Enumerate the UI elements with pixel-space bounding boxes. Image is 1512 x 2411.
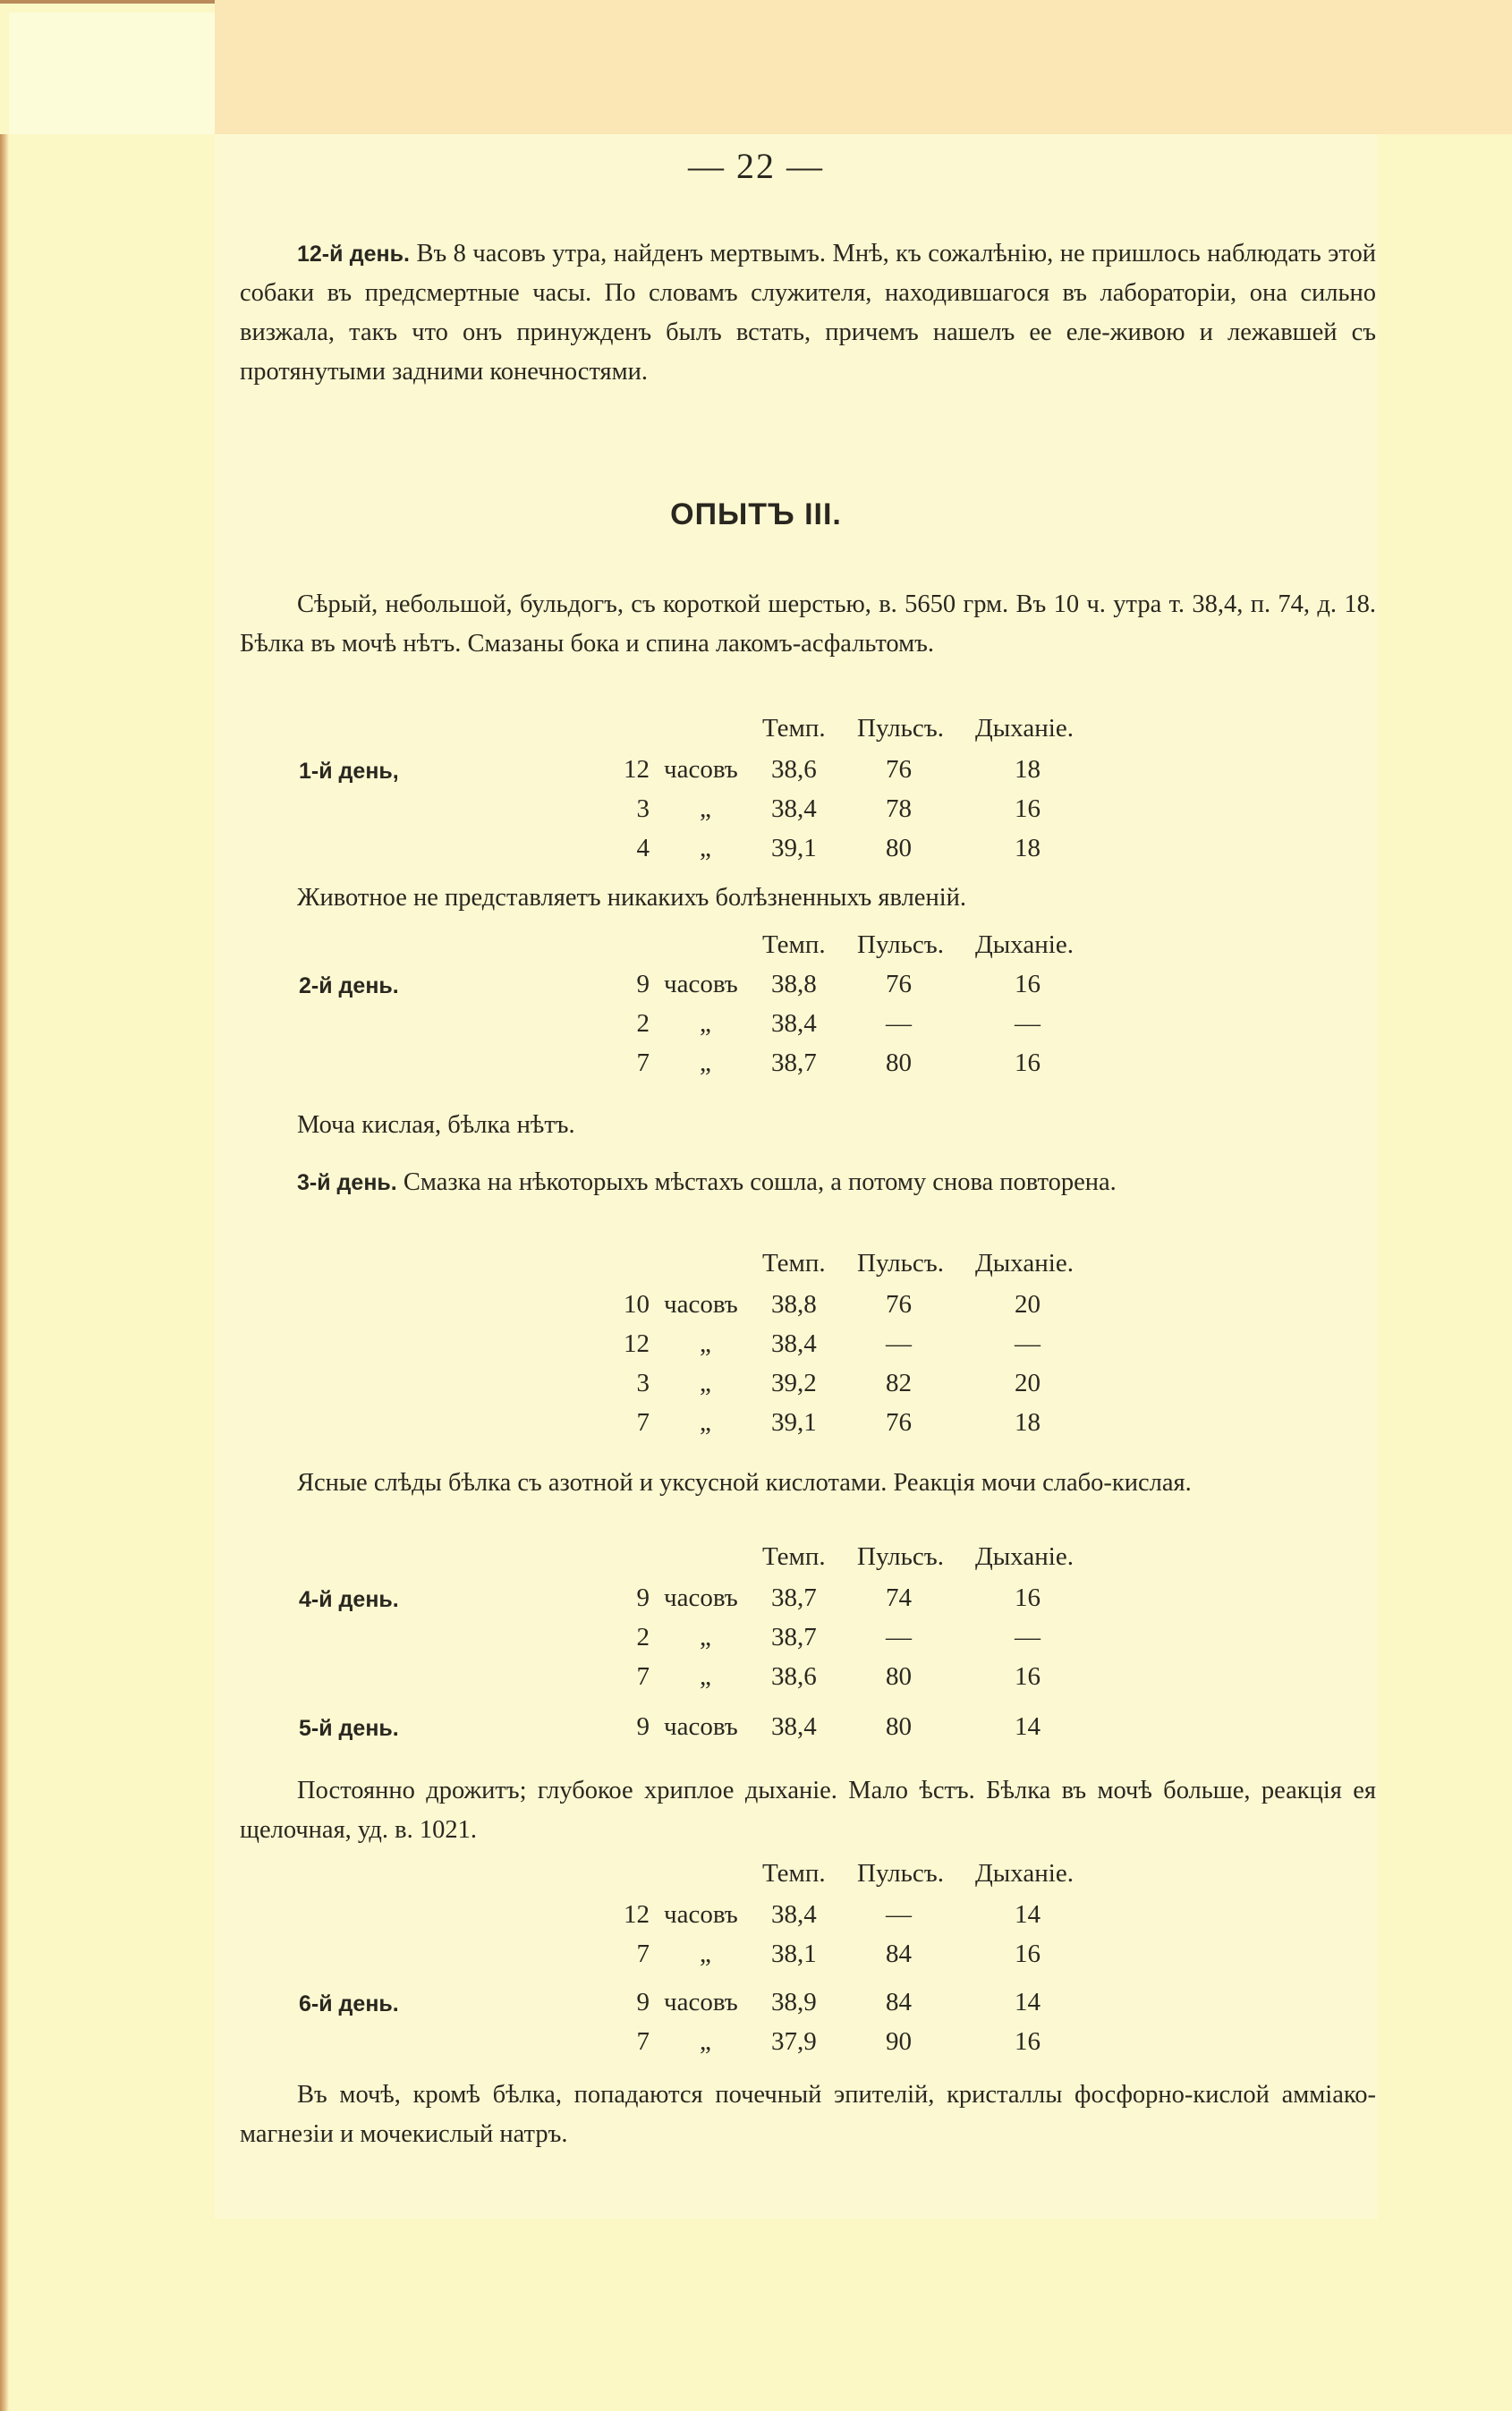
cell-hour: 7 (636, 1408, 650, 1437)
cell-temp: 38,4 (771, 1329, 817, 1358)
cell-temp: 38,4 (771, 1712, 817, 1741)
cell-hour: 9 (636, 970, 650, 998)
cell-breath: 16 (1015, 2027, 1041, 2056)
cell-unit: часовъ (664, 1290, 738, 1319)
cell-pulse: — (886, 1329, 912, 1358)
cell-breath: 16 (1015, 1940, 1041, 1968)
cell-pulse: — (886, 1009, 912, 1038)
cell-temp: 38,6 (771, 1662, 817, 1691)
cell-hour: 9 (636, 1988, 650, 2016)
cell-hour: 7 (636, 1940, 650, 1968)
cell-unit: „ (700, 1408, 711, 1437)
cell-unit: часовъ (664, 1988, 738, 2016)
cell-hour: 2 (636, 1623, 650, 1651)
cell-breath: — (1015, 1009, 1041, 1038)
cell-hour: 7 (636, 2027, 650, 2056)
cell-hour: 12 (624, 755, 650, 784)
cell-breath: 16 (1015, 970, 1041, 998)
cell-temp: 39,1 (771, 834, 817, 862)
cell-hour: 7 (636, 1048, 650, 1077)
cell-pulse: 76 (886, 1408, 912, 1437)
paragraph-text: Смазка на нѣкоторыхъ мѣстахъ сошла, а потому снова повторена. (403, 1168, 1117, 1196)
cell-pulse: 78 (886, 794, 912, 823)
day-label: 12-й день. (297, 242, 410, 267)
cell-temp: 38,8 (771, 1290, 817, 1319)
cell-breath: 16 (1015, 1583, 1041, 1612)
cell-pulse: — (886, 1623, 912, 1651)
cell-pulse: 80 (886, 834, 912, 862)
cell-pulse: 76 (886, 970, 912, 998)
note-day-5: Постоянно дрожитъ; глубокое хриплое дыханіе. Мало ѣстъ. Бѣлка въ мочѣ больше, реакція ея щелочная, уд. в. 1021. (240, 1777, 1376, 1844)
cell-unit: часовъ (664, 1712, 738, 1741)
column-header-temp: Темп. (762, 1542, 826, 1571)
cell-breath: 14 (1015, 1988, 1041, 2016)
cell-temp: 38,1 (771, 1940, 817, 1968)
cell-unit: „ (700, 1623, 711, 1651)
cell-breath: 14 (1015, 1900, 1041, 1929)
paragraph-day-12 (240, 234, 1376, 392)
cell-hour: 4 (636, 834, 650, 862)
column-header-temp: Темп. (762, 714, 826, 743)
final-paragraph: Въ мочѣ, кромѣ бѣлка, попадаются почечный эпителій, кристаллы фосфорно-кислой амміако-магнезіи и мочекислый натръ. (240, 2081, 1376, 2148)
cell-pulse: 80 (886, 1712, 912, 1741)
cell-breath: 16 (1015, 794, 1041, 823)
column-header-breath: Дыханіе. (975, 714, 1074, 743)
cell-hour: 9 (636, 1583, 650, 1612)
day-label: 1-й день, (299, 759, 399, 784)
cell-breath: — (1015, 1329, 1041, 1358)
column-header-pulse: Пульсъ. (857, 1249, 944, 1278)
cell-pulse: 82 (886, 1369, 912, 1397)
cell-temp: 38,4 (771, 1900, 817, 1929)
cell-unit: часовъ (664, 1583, 738, 1612)
cell-hour: 2 (636, 1009, 650, 1038)
cell-unit: часовъ (664, 970, 738, 998)
cell-temp: 38,8 (771, 970, 817, 998)
cell-unit: „ (700, 834, 711, 862)
cell-unit: „ (700, 1662, 711, 1691)
cell-unit: „ (700, 1940, 711, 1968)
note-day-2: Моча кислая, бѣлка нѣтъ. (297, 1111, 575, 1139)
column-header-temp: Темп. (762, 1859, 826, 1888)
column-header-temp: Темп. (762, 930, 826, 959)
cell-hour: 9 (636, 1712, 650, 1741)
experiment-heading: ОПЫТЪ III. (670, 497, 842, 531)
paragraph-text: Въ 8 часовъ утра, найденъ мертвымъ. Мнѣ, къ сожалѣнію, не пришлось наблюдать этой собаки въ предсмертные часы. По словамъ служителя, находившагося въ лабораторіи, она сильно визжала, такъ что онъ принужденъ былъ встать, причемъ нашелъ ее еле-живою и лежавшей съ протянутыми задними конечностями. (240, 240, 1376, 386)
cell-breath: — (1015, 1623, 1041, 1651)
cell-hour: 10 (624, 1290, 650, 1319)
note-day-3: Ясные слѣды бѣлка съ азотной и уксусной кислотами. Реакція мочи слабо-кислая. (297, 1469, 1192, 1497)
cell-temp: 38,7 (771, 1623, 817, 1651)
column-header-pulse: Пульсъ. (857, 714, 944, 743)
cell-hour: 3 (636, 1369, 650, 1397)
cell-temp: 38,4 (771, 794, 817, 823)
cell-temp: 38,9 (771, 1988, 817, 2016)
cell-temp: 38,7 (771, 1583, 817, 1612)
cell-hour: 12 (624, 1900, 650, 1929)
cell-breath: 18 (1015, 1408, 1041, 1437)
cell-temp: 38,4 (771, 1009, 817, 1038)
day-label: 5-й день. (299, 1716, 399, 1741)
column-header-pulse: Пульсъ. (857, 1542, 944, 1571)
cell-hour: 12 (624, 1329, 650, 1358)
day-label: 6-й день. (299, 1991, 399, 2016)
column-header-pulse: Пульсъ. (857, 930, 944, 959)
cell-breath: 16 (1015, 1048, 1041, 1077)
column-header-pulse: Пульсъ. (857, 1859, 944, 1888)
column-header-breath: Дыханіе. (975, 1859, 1074, 1888)
cell-temp: 37,9 (771, 2027, 817, 2056)
cell-breath: 18 (1015, 755, 1041, 784)
cell-unit: „ (700, 794, 711, 823)
page-left-edge (0, 134, 9, 2411)
cell-pulse: 80 (886, 1048, 912, 1077)
column-header-breath: Дыханіе. (975, 1249, 1074, 1278)
cell-pulse: 90 (886, 2027, 912, 2056)
cell-temp: 38,6 (771, 755, 817, 784)
cell-unit: часовъ (664, 755, 738, 784)
cell-temp: 39,2 (771, 1369, 817, 1397)
cell-pulse: — (886, 1900, 912, 1929)
cell-unit: „ (700, 1048, 711, 1077)
cell-breath: 20 (1015, 1369, 1041, 1397)
cell-pulse: 74 (886, 1583, 912, 1612)
cell-unit: „ (700, 1369, 711, 1397)
corner-patch (9, 13, 215, 134)
cell-pulse: 80 (886, 1662, 912, 1691)
cell-breath: 18 (1015, 834, 1041, 862)
page-number: — 22 — (688, 146, 824, 186)
cell-pulse: 76 (886, 1290, 912, 1319)
cell-breath: 14 (1015, 1712, 1041, 1741)
cell-unit: часовъ (664, 1900, 738, 1929)
cell-temp: 38,7 (771, 1048, 817, 1077)
cell-unit: „ (700, 1009, 711, 1038)
cell-temp: 39,1 (771, 1408, 817, 1437)
cell-breath: 16 (1015, 1662, 1041, 1691)
column-header-breath: Дыханіе. (975, 1542, 1074, 1571)
cell-unit: „ (700, 2027, 711, 2056)
cell-pulse: 84 (886, 1988, 912, 2016)
cell-breath: 20 (1015, 1290, 1041, 1319)
cell-hour: 7 (636, 1662, 650, 1691)
cell-pulse: 76 (886, 755, 912, 784)
cell-pulse: 84 (886, 1940, 912, 1968)
top-band (215, 0, 1512, 134)
column-header-breath: Дыханіе. (975, 930, 1074, 959)
column-header-temp: Темп. (762, 1249, 826, 1278)
cell-unit: „ (700, 1329, 711, 1358)
intro-paragraph: Сѣрый, небольшой, бульдогъ, съ короткой шерстью, в. 5650 грм. Въ 10 ч. утра т. 38,4, п. 74, д. 18. Бѣлка въ мочѣ нѣтъ. Смазаны бока и спина лакомъ-асфальтомъ. (240, 590, 1376, 658)
paragraph-day-3 (240, 1163, 1376, 1202)
cell-hour: 3 (636, 794, 650, 823)
day-label: 4-й день. (299, 1587, 399, 1612)
note-day-1: Животное не представляетъ никакихъ болѣзненныхъ явленій. (297, 884, 966, 912)
day-label: 2-й день. (299, 973, 399, 998)
day-label: 3-й день. (297, 1170, 397, 1195)
